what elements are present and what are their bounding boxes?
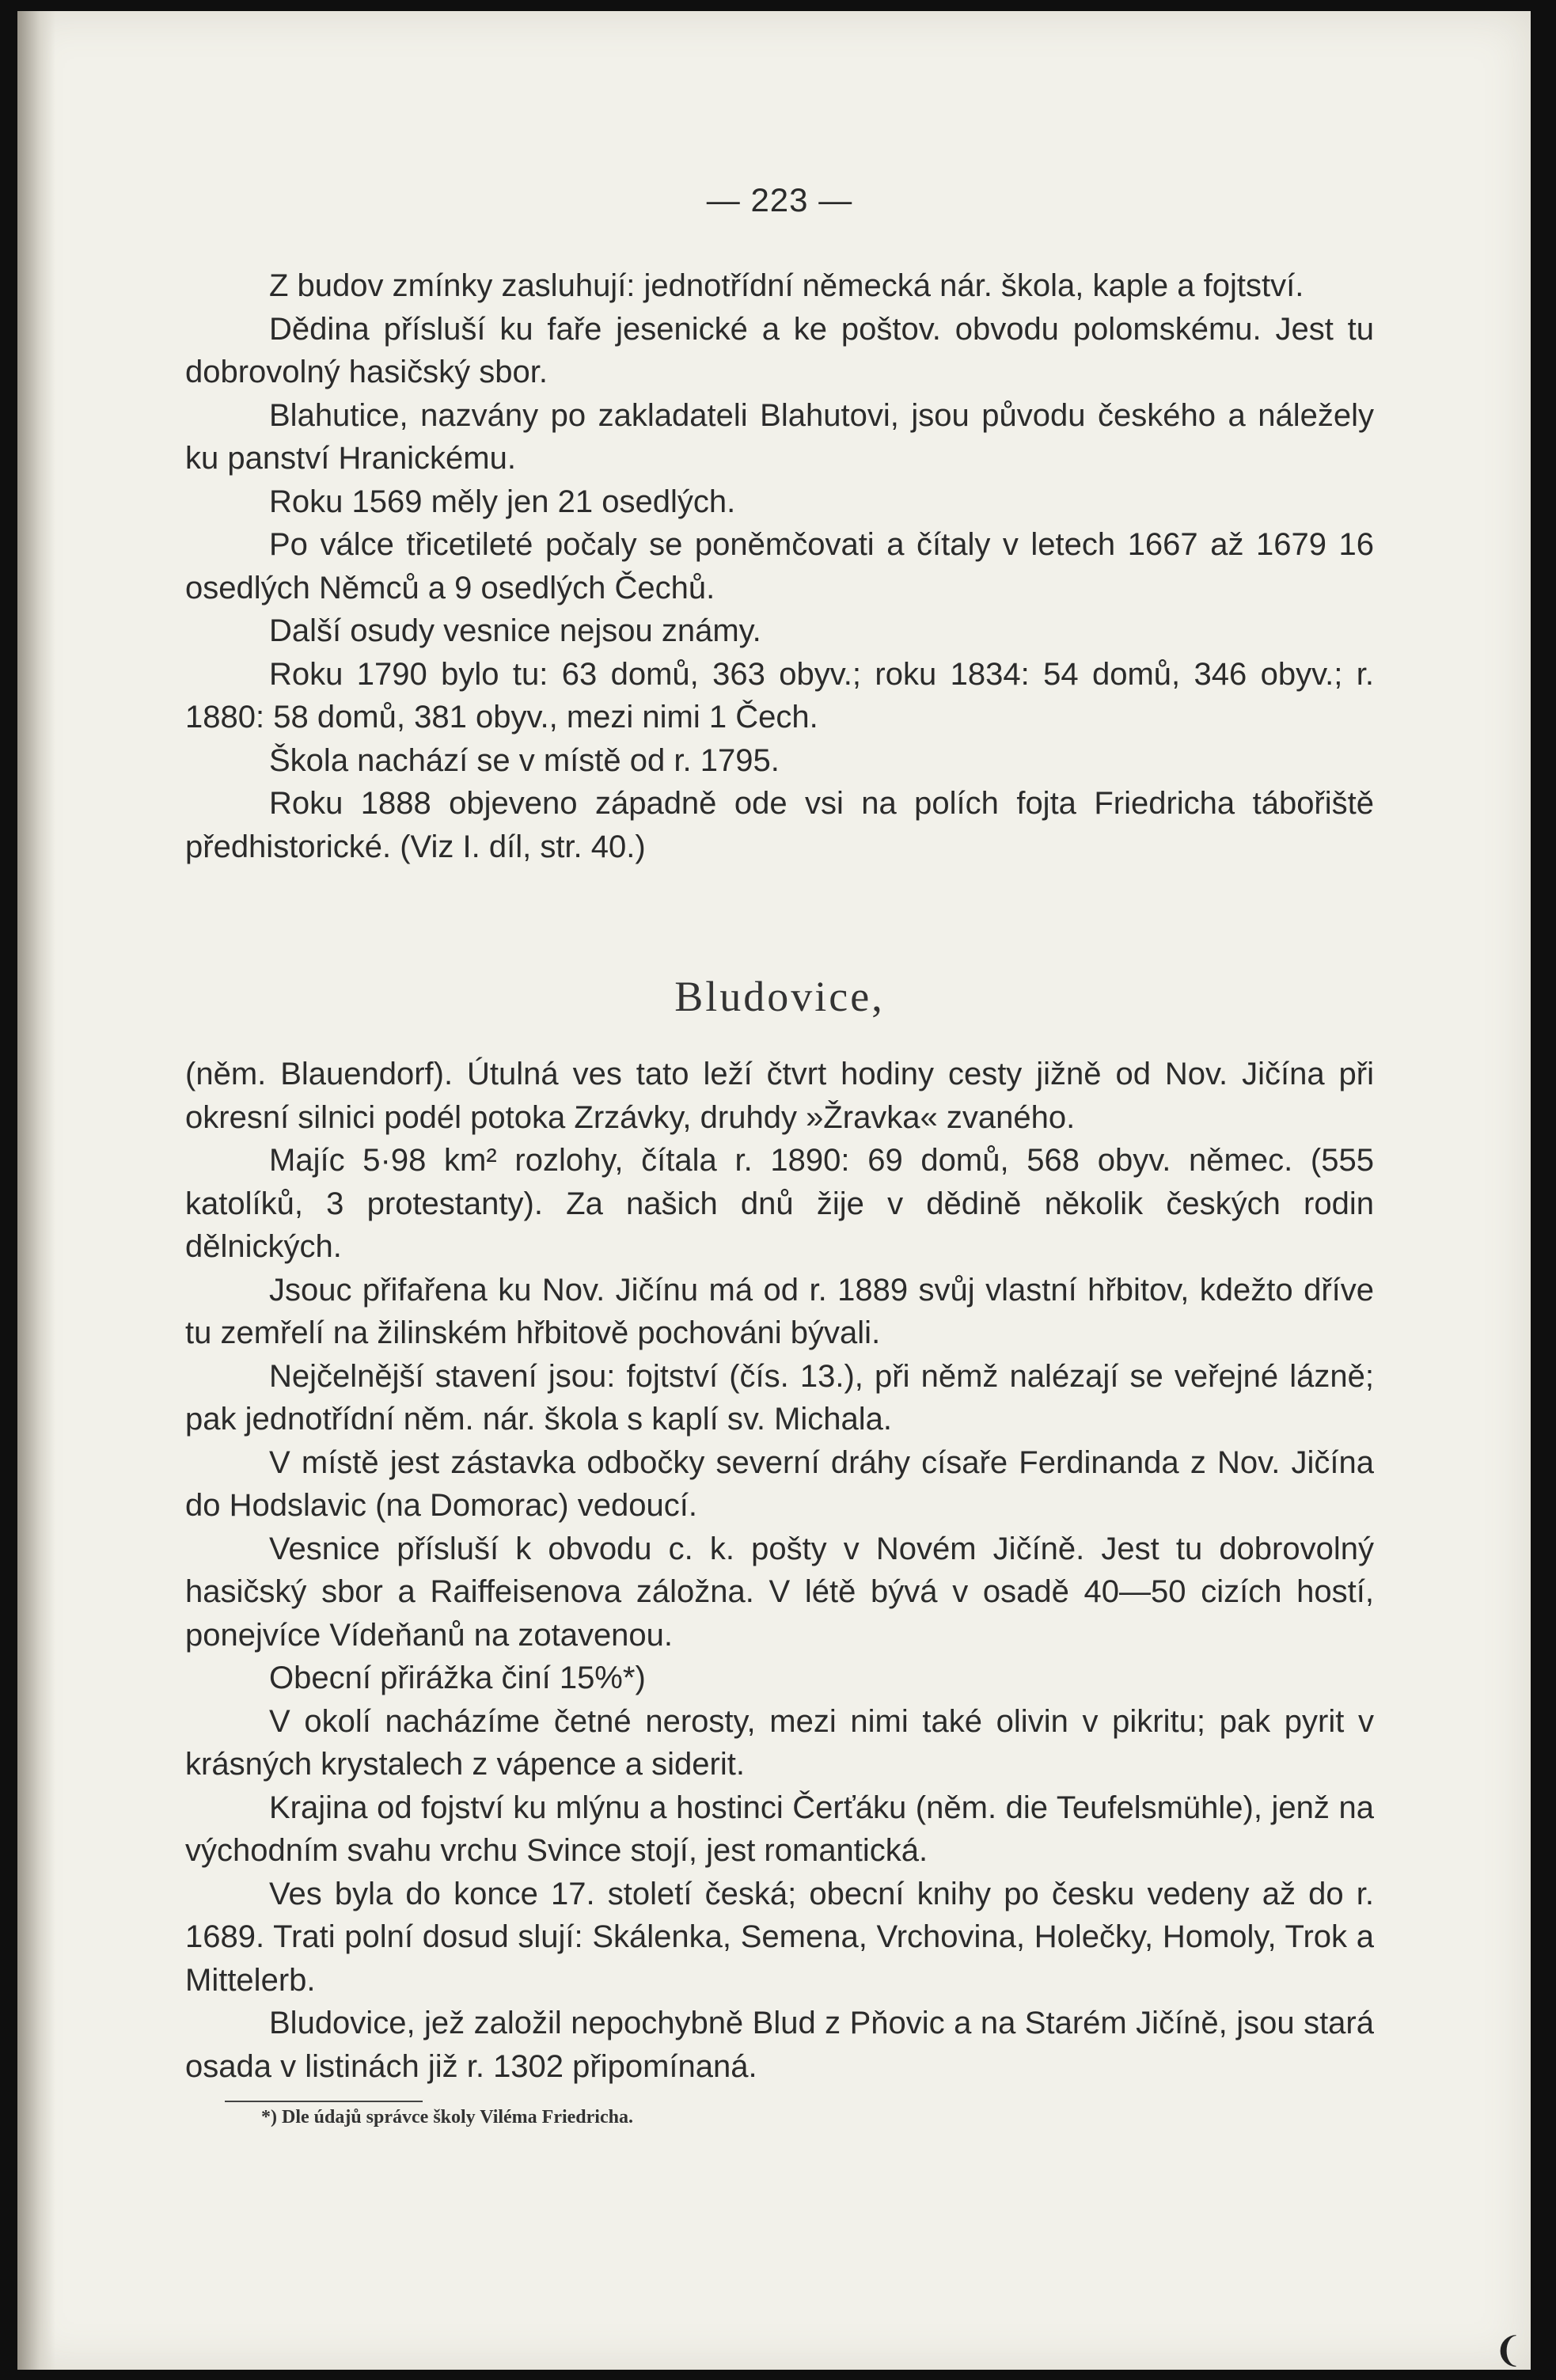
paragraph: Dědina přísluší ku faře jesenické a ke poštov. obvodu polomskému. Jest tu dobrovolný hasičský sbor. xyxy=(185,311,1374,389)
section-blahutice xyxy=(185,264,1374,868)
paragraph: Obecní přirážka činí 15%*) xyxy=(269,1661,646,1695)
section-bludovice xyxy=(185,1053,1374,2088)
page-gutter-shadow xyxy=(17,11,55,2370)
paragraph: Majíc 5·98 km² rozlohy, čítala r. 1890: 69 domů, 568 obyv. němec. (555 katolíků, 3 protestanty). Za našich dnů žije v dědině několik českých rodin dělnických. xyxy=(185,1143,1374,1264)
paragraph: Roku 1790 bylo tu: 63 domů, 363 obyv.; roku 1834: 54 domů, 346 obyv.; r. 1880: 58 domů, 381 obyv., mezi nimi 1 Čech. xyxy=(185,656,1374,734)
paragraph: Roku 1888 objeveno západně ode vsi na polích fojta Friedricha tábořiště předhistorické. (Viz I. díl, str. 40.) xyxy=(185,786,1374,864)
paragraph: Další osudy vesnice nejsou známy. xyxy=(269,613,761,648)
paragraph: Krajina od fojství ku mlýnu a hostinci Čerťáku (něm. die Teufelsmühle), jenž na východním svahu vrchu Svince stojí, jest romantická. xyxy=(185,1790,1374,1868)
paragraph: Škola nachází se v místě od r. 1795. xyxy=(269,742,780,778)
paragraph: Bludovice, jež založil nepochybně Blud z Pňovic a na Starém Jičíně, jsou stará osada v listinách již r. 1302 připomínaná. xyxy=(185,2006,1374,2084)
ink-mark-icon: ❨ xyxy=(1493,2331,1523,2370)
paragraph: V okolí nacházíme četné nerosty, mezi nimi také olivin v pikritu; pak pyrit v krásných krystalech z vápence a siderit. xyxy=(185,1703,1374,1782)
paragraph: Blahutice, nazvány po zakladateli Blahutovi, jsou původu českého a náležely ku panství Hranickému. xyxy=(185,397,1374,476)
book-page xyxy=(17,11,1531,2370)
paragraph: Po válce třicetileté počaly se poněmčovati a čítaly v letech 1667 až 1679 16 osedlých Němců a 9 osedlých Čechů. xyxy=(185,527,1374,605)
page-number: — 223 — xyxy=(706,181,853,218)
paragraph: Vesnice přísluší k obvodu c. k. pošty v Novém Jičíně. Jest tu dobrovolný hasičský sbor a Raiffeisenova záložna. V létě bývá v osadě 40—50 cizích hostí, ponejvíce Vídeňanů na zotavenou. xyxy=(185,1531,1374,1653)
footnote-rule xyxy=(225,2101,423,2102)
paragraph: (něm. Blauendorf). Útulná ves tato leží čtvrt hodiny cesty jižně od Nov. Jičína při okresní silnici podél potoka Zrzávky, druhdy »Žravka« zvaného. xyxy=(185,1057,1374,1135)
paragraph: Z budov zmínky zasluhují: jednotřídní německá nár. škola, kaple a fojtství. xyxy=(269,268,1304,303)
section-heading: Bludovice, xyxy=(674,973,885,1020)
paragraph: Jsouc přifařena ku Nov. Jičínu má od r. 1889 svůj vlastní hřbitov, kdežto dříve tu zemřelí na žilinském hřbitově pochováni bývali. xyxy=(185,1272,1374,1350)
paragraph: V místě jest zástavka odbočky severní dráhy císaře Ferdinanda z Nov. Jičína do Hodslavic (na Domorac) vedoucí. xyxy=(185,1444,1374,1523)
paragraph: Nejčelnější stavení jsou: fojtství (čís. 13.), při němž nalézají se veřejné lázně; pak jednotřídní něm. nár. škola s kaplí sv. Michala. xyxy=(185,1358,1374,1437)
paragraph: Roku 1569 měly jen 21 osedlých. xyxy=(269,484,736,519)
footnote: *) Dle údajů správce školy Viléma Friedricha. xyxy=(261,2107,633,2128)
paragraph: Ves byla do konce 17. století česká; obecní knihy po česku vedeny až do r. 1689. Trati polní dosud slují: Skálenka, Semena, Vrchovina, Holečky, Homoly, Trok a Mittelerb. xyxy=(185,1876,1374,1998)
